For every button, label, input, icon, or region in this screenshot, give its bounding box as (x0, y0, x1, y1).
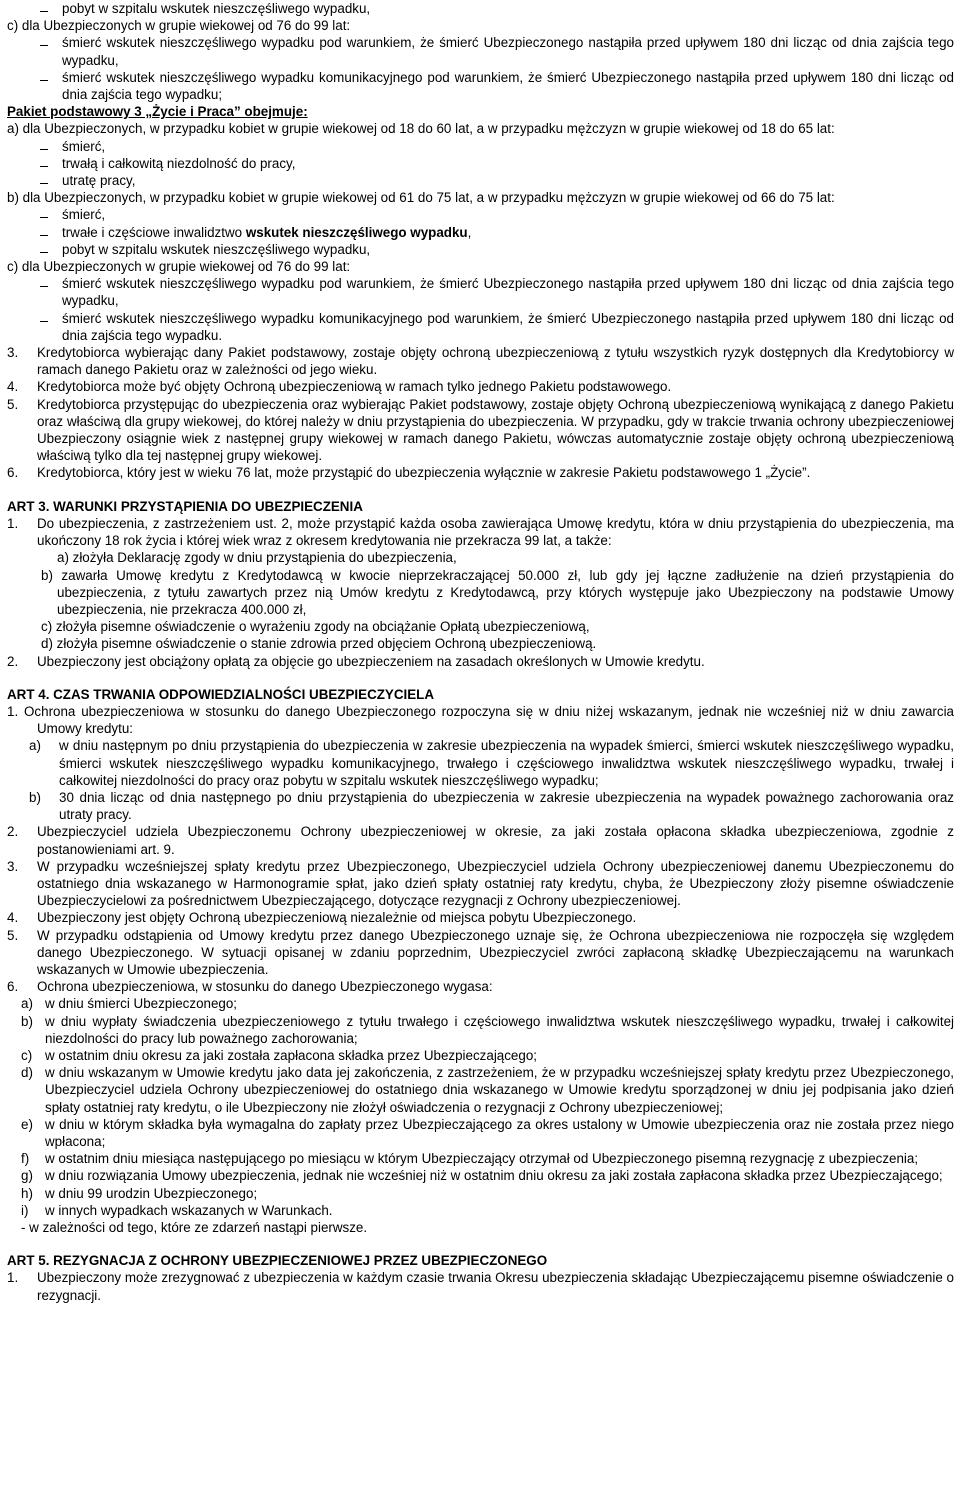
point-text: Ochrona ubezpieczeniowa, w stosunku do danego Ubezpieczonego wygasa: (37, 979, 493, 995)
numbered-point (7, 378, 954, 395)
item-text: w dniu śmierci Ubezpieczonego; (45, 996, 238, 1012)
list-item: śmierć wskutek nieszczęśliwego wypadku pod warunkiem, że śmierć Ubezpieczonego nastąpiła przed upływem 180 dni licząc od dnia zajścia tego wypadku, (7, 275, 954, 309)
numbered-point (7, 909, 954, 926)
list-item (7, 1150, 954, 1167)
list-item (7, 549, 954, 566)
numbered-point (7, 464, 954, 481)
list-item: c) dla Ubezpieczonych w grupie wiekowej od 76 do 99 lat: (7, 18, 351, 34)
point-text: Kredytobiorca przystępując do ubezpieczenia oraz wybierając Pakiet podstawowy, zostaje objęty Ochroną ubezpieczeniową wynikającą z danego Pakietu oraz właściwą dla grupy wiekowej, do której należy w dniu przystąpienia do ubezpieczenia. W przypadku, gdy w trakcie trwania ochrony ubezpieczeniowej Ubezpieczony osiągnie wiek z następnej grupy wiekowej w ramach danego Pakietu, wówczas automatycznie zostaje objęty ochroną ubezpieczeniową właściwą tylko dla tej następnej grupy wiekowej. (37, 396, 954, 464)
item-text-bold: wskutek nieszczęśliwego wypadku (245, 224, 468, 240)
list-item: pobyt w szpitalu wskutek nieszczęśliwego wypadku, (7, 241, 954, 258)
item-letter: a) (29, 738, 41, 754)
point-number: 3. (7, 858, 19, 874)
package-heading: Pakiet podstawowy 3 „Życie i Praca” obejmuje: (7, 104, 308, 120)
point-number: 5. (7, 396, 19, 412)
list-item (7, 1064, 954, 1116)
numbered-point (7, 823, 954, 857)
point-text: Ubezpieczony może zrezygnować z ubezpieczenia w każdym czasie trwania Okresu ubezpieczenia składając Ubezpieczającemu pisemne oświadczenie o rezygnacji. (37, 1270, 954, 1303)
point-number: 6. (7, 979, 19, 995)
point-number: 2. (7, 824, 19, 840)
list-item (7, 1116, 954, 1150)
point-text: W przypadku wcześniejszej spłaty kredytu przez Ubezpieczonego, Ubezpieczyciel udziela Ochrony ubezpieczeniowej danemu Ubezpieczonemu do ostatniego dnia wskazanego w Harmonogramie spłat, jako dzień spłaty ostatniej raty kredytu, chyba, że Ubezpieczony złoży pisemne oświadczenie Ubezpieczycielowi za pośrednictwem Ubezpieczającego, dotyczące rezygnacji z Ochrony ubezpieczeniowej. (37, 858, 954, 909)
numbered-point (7, 515, 954, 549)
list-item (7, 995, 954, 1012)
item-text: w dniu rozwiązania Umowy ubezpieczenia, jednak nie wcześniej niż w ostatnim dniu okresu za jaki została zapłacona składka przez Ubezpieczającego; (45, 1168, 943, 1184)
numbered-point (7, 927, 954, 979)
list-item: trwałą i całkowitą niezdolność do pracy, (7, 155, 954, 172)
article-heading: ART 5. REZYGNACJA Z OCHRONY UBEZPIECZENIOWEJ PRZEZ UBEZPIECZONEGO (7, 1253, 548, 1269)
item-letter: f) (21, 1151, 30, 1167)
item-letter: g) (21, 1168, 33, 1184)
point-number: 4. (7, 910, 19, 926)
numbered-point (7, 653, 954, 670)
item-text: w dniu w którym składka była wymagalna do zapłaty przez Ubezpieczającego za okres ustalony w Umowie ubezpieczenia oraz nie została przez niego wpłacona; (45, 1116, 954, 1149)
item-text: w dniu wypłaty świadczenia ubezpieczeniowego z tytułu trwałego i częściowego inwalidztwa wskutek nieszczęśliwego wypadku, trwałej i całkowitej niezdolności do pracy lub poważnego zachorowania; (45, 1013, 954, 1046)
point-number: 1. (7, 515, 19, 531)
numbered-point (7, 1269, 954, 1303)
item-text: w dniu następnym po dniu przystąpienia do ubezpieczenia w zakresie ubezpieczenia na wypadek śmierci, śmierci wskutek nieszczęśliwego wypadku, śmierci wskutek nieszczęśliwego wypadku komunikacyjnego, trwałego i częściowego inwalidztwa wskutek nieszczęśliwego wypadku, trwałej i całkowitej niezdolności do pracy oraz pobytu w szpitalu wskutek nieszczęśliwego wypadku; (59, 738, 954, 788)
item-text: , (467, 224, 472, 240)
item-text: w ostatnim dniu miesiąca następującego po miesiącu w którym Ubezpieczający otrzymał od Ubezpieczonego pisemną rezygnację z ubezpieczenia; (45, 1151, 919, 1167)
list-item: a) dla Ubezpieczonych, w przypadku kobiet w grupie wiekowej od 18 do 60 lat, a w przypadku mężczyzn w grupie wiekowej od 18 do 65 lat: (7, 121, 835, 137)
point-number: 3. (7, 345, 19, 361)
closing-note: - w zależności od tego, które ze zdarzeń nastąpi pierwsze. (21, 1220, 368, 1236)
point-text: W przypadku odstąpienia od Umowy kredytu przez danego Ubezpieczonego uznaje się, że Ochrona ubezpieczeniowa nie rozpoczęła się względem danego Ubezpieczonego. W sytuacji opisanej w zdaniu poprzednim, Ubezpieczyciel zwróci zapłaconą składkę Ubezpieczającemu na warunkach wskazanych w Umowie ubezpieczenia. (37, 927, 954, 977)
item-letter: i) (21, 1202, 29, 1218)
list-item (7, 224, 954, 241)
list-item (7, 789, 954, 823)
item-text: w dniu 99 urodzin Ubezpieczonego; (45, 1185, 258, 1201)
article-heading: ART 4. CZAS TRWANIA ODPOWIEDZIALNOŚCI UBEZPIECZYCIELA (7, 686, 435, 702)
list-item (7, 1185, 954, 1202)
point-text: Do ubezpieczenia, z zastrzeżeniem ust. 2, może przystąpić każda osoba zawierająca Umowę kredytu, która w dniu przystąpienia do ubezpieczenia, ma ukończony 18 rok życia i której wiek wraz z okresem kredytowania nie przekracza 99 lat, a także: (37, 515, 954, 549)
item-text: w innych wypadkach wskazanych w Warunkach. (45, 1202, 333, 1218)
article-heading: ART 3. WARUNKI PRZYSTĄPIENIA DO UBEZPIECZENIA (7, 498, 363, 514)
point-number: 5. (7, 927, 19, 943)
point-text: Kredytobiorca może być objęty Ochroną ubezpieczeniową w ramach tylko jednego Pakietu podstawowego. (37, 379, 672, 395)
item-letter: b) (21, 1013, 33, 1029)
list-item (7, 1167, 954, 1184)
numbered-point (7, 396, 954, 465)
list-item (7, 618, 954, 635)
list-item: śmierć wskutek nieszczęśliwego wypadku pod warunkiem, że śmierć Ubezpieczonego nastąpiła przed upływem 180 dni licząc od dnia zajścia tego wypadku, (7, 34, 954, 68)
numbered-point (7, 858, 954, 910)
point-number: 1. (7, 1270, 19, 1286)
list-item: śmierć, (7, 138, 954, 155)
list-item (7, 1202, 954, 1219)
point-text: Kredytobiorca wybierając dany Pakiet podstawowy, zostaje objęty ochroną ubezpieczeniową z tytułu wszystkich ryzyk dostępnych dla Kredytobiorcy w ramach danego Pakietu oraz w zależności od jego wieku. (37, 345, 954, 378)
item-letter: e) (21, 1116, 33, 1132)
list-item: pobyt w szpitalu wskutek nieszczęśliwego wypadku, (7, 0, 954, 17)
item-text: trwałe i częściowe inwalidztwo (62, 224, 246, 240)
item-text: a) złożyła Deklarację zgody w dniu przystąpienia do ubezpieczenia, (57, 550, 457, 566)
list-item (7, 635, 954, 652)
item-text: c) złożyła pisemne oświadczenie o wyrażeniu zgody na obciążanie Opłatą ubezpieczeniową, (41, 619, 590, 635)
list-item: utratę pracy, (7, 172, 954, 189)
list-item: śmierć wskutek nieszczęśliwego wypadku komunikacyjnego pod warunkiem, że śmierć Ubezpieczonego nastąpiła przed upływem 180 dni licząc od dnia zajścia tego wypadku. (7, 310, 954, 344)
numbered-point (7, 978, 954, 995)
numbered-point (7, 344, 954, 378)
list-item: c) dla Ubezpieczonych w grupie wiekowej od 76 do 99 lat: (7, 259, 351, 275)
item-text: w dniu wskazanym w Umowie kredytu jako data jej zakończenia, z zastrzeżeniem, że w przypadku wcześniejszej spłaty kredytu przez Ubezpieczonego, Ubezpieczyciel udziela Ochrony ubezpieczeniowej do ostatniego dnia wskazanego w Umowie kredytu sporządzonej w dniu jej podpisania jako dzień spłaty ostatniej raty kredytu, o ile Ubezpieczony nie złożył oświadczenia o rezygnacji z Ochrony ubezpieczeniowej; (45, 1065, 954, 1115)
list-item: b) dla Ubezpieczonych, w przypadku kobiet w grupie wiekowej od 61 do 75 lat, a w przypadku mężczyzn w grupie wiekowej od 66 do 75 lat: (7, 190, 835, 206)
point-number: 4. (7, 379, 19, 395)
item-letter: h) (21, 1185, 33, 1201)
item-text: w ostatnim dniu okresu za jaki została zapłacona składka przez Ubezpieczającego; (45, 1047, 537, 1063)
numbered-point: 1. Ochrona ubezpieczeniowa w stosunku do danego Ubezpieczonego rozpoczyna się w dniu niżej wskazanym, jednak nie wcześniej niż w dniu zawarcia Umowy kredytu: (7, 703, 954, 737)
item-letter: c) (21, 1047, 33, 1063)
list-item: śmierć, (7, 206, 954, 223)
item-text: d) złożyła pisemne oświadczenie o stanie zdrowia przed objęciem Ochroną ubezpieczeniową. (41, 636, 597, 652)
list-item: śmierć wskutek nieszczęśliwego wypadku komunikacyjnego pod warunkiem, że śmierć Ubezpieczonego nastąpiła przed upływem 180 dni licząc od dnia zajścia tego wypadku; (7, 69, 954, 103)
item-text: 30 dnia licząc od dnia następnego po dniu przystąpienia do ubezpieczenia w zakresie ubezpieczenia na wypadek poważnego zachorowania oraz utraty pracy. (59, 789, 954, 823)
point-text: Kredytobiorca, który jest w wieku 76 lat, może przystąpić do ubezpieczenia wyłącznie w zakresie Pakietu podstawowego 1 „Życie”. (37, 465, 811, 481)
item-letter: b) (29, 789, 41, 805)
item-letter: d) (21, 1065, 33, 1081)
list-item (7, 737, 954, 789)
list-item (7, 1047, 954, 1064)
point-text: Ubezpieczony jest obciążony opłatą za objęcie go ubezpieczeniem na zasadach określonych w Umowie kredytu. (37, 653, 705, 669)
point-number: 6. (7, 465, 19, 481)
point-text: Ubezpieczyciel udziela Ubezpieczonemu Ochrony ubezpieczeniowej w okresie, za jaki została opłacona składka ubezpieczeniowa, zgodnie z postanowieniami art. 9. (37, 824, 954, 857)
point-text: Ubezpieczony jest objęty Ochroną ubezpieczeniową niezależnie od miejsca pobytu Ubezpieczonego. (37, 910, 637, 926)
point-number: 2. (7, 653, 19, 669)
list-item (7, 567, 954, 619)
item-letter: a) (21, 996, 33, 1012)
list-item (7, 1013, 954, 1047)
item-text: b) zawarła Umowę kredytu z Kredytodawcą w kwocie nieprzekraczającej 50.000 zł, lub gdy jej łączne zadłużenie na dzień przystąpienia do ubezpieczenia, z tytułu zawartych przez nią Umów kredytu z Kredytodawcą, przy których występuje jako Ubezpieczony na podstawie Umowy ubezpieczenia, nie przekracza 400.000 zł, (41, 567, 954, 617)
